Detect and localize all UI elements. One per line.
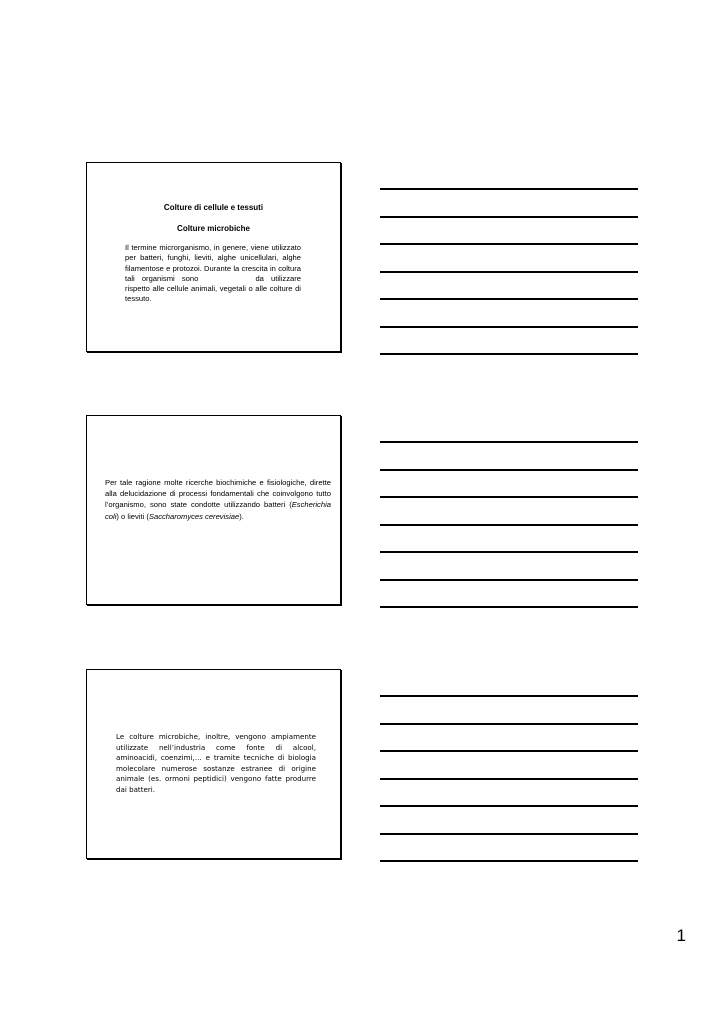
note-line bbox=[380, 243, 638, 245]
page-number: 1 bbox=[676, 926, 686, 945]
body-text-a: Per tale ragione molte ricerche biochimiche e fisiologiche, dirette alla delucidazione di processi fondamentali che coinvolgono tutto l’organismo, sono state condotte utilizzando batteri ( bbox=[105, 478, 331, 510]
slide-2 bbox=[86, 415, 341, 605]
note-line bbox=[380, 298, 638, 300]
notes-lines-2 bbox=[380, 441, 638, 634]
note-line bbox=[380, 353, 638, 355]
note-line bbox=[380, 188, 638, 190]
italic-species-a: Escherichia coli bbox=[105, 500, 331, 521]
body-text-a: Il termine microrganismo, in genere, viene utilizzato per batteri, funghi, lieviti, alghe unicellulari, alghe filamentose e protozoi. Durante la crescita in coltura tali organismi sono bbox=[125, 243, 301, 283]
slide-title: Colture di cellule e tessuti bbox=[163, 203, 264, 212]
notes-lines-1 bbox=[380, 188, 638, 381]
note-line bbox=[380, 551, 638, 553]
note-line bbox=[380, 496, 638, 498]
note-line bbox=[380, 805, 638, 807]
body-text-c: ). bbox=[239, 511, 244, 521]
notes-lines-3 bbox=[380, 695, 638, 888]
note-line bbox=[380, 778, 638, 780]
note-line bbox=[380, 441, 638, 443]
slide-body bbox=[105, 477, 331, 522]
body-text-b: ) o lieviti ( bbox=[116, 511, 149, 521]
note-line bbox=[380, 326, 638, 328]
note-line bbox=[380, 860, 638, 862]
note-line bbox=[380, 833, 638, 835]
slide-body bbox=[125, 243, 301, 305]
note-line bbox=[380, 271, 638, 273]
note-line bbox=[380, 723, 638, 725]
note-line bbox=[380, 579, 638, 581]
slide-body: Le colture microbiche, inoltre, vengono ampiamente utilizzate nell’industria come fonte di alcool, aminoacidi, coenzimi,… e tramite tecniche di biologia molecolare numerose sostanze estranee di origine animale (es. ormoni peptidici) vengono fatte produrre dai batteri. bbox=[116, 732, 316, 794]
slide-1 bbox=[86, 162, 341, 352]
body-text-b: da utilizzare rispetto alle cellule animali, vegetali o alle colture di tessuto. bbox=[125, 273, 301, 304]
italic-species-b: Saccharomyces cerevisiae bbox=[148, 511, 240, 521]
slide-3 bbox=[86, 669, 341, 859]
slide-subtitle: Colture microbiche bbox=[177, 224, 250, 233]
note-line bbox=[380, 695, 638, 697]
note-line bbox=[380, 469, 638, 471]
note-line bbox=[380, 216, 638, 218]
note-line bbox=[380, 606, 638, 608]
note-line bbox=[380, 524, 638, 526]
note-line bbox=[380, 750, 638, 752]
